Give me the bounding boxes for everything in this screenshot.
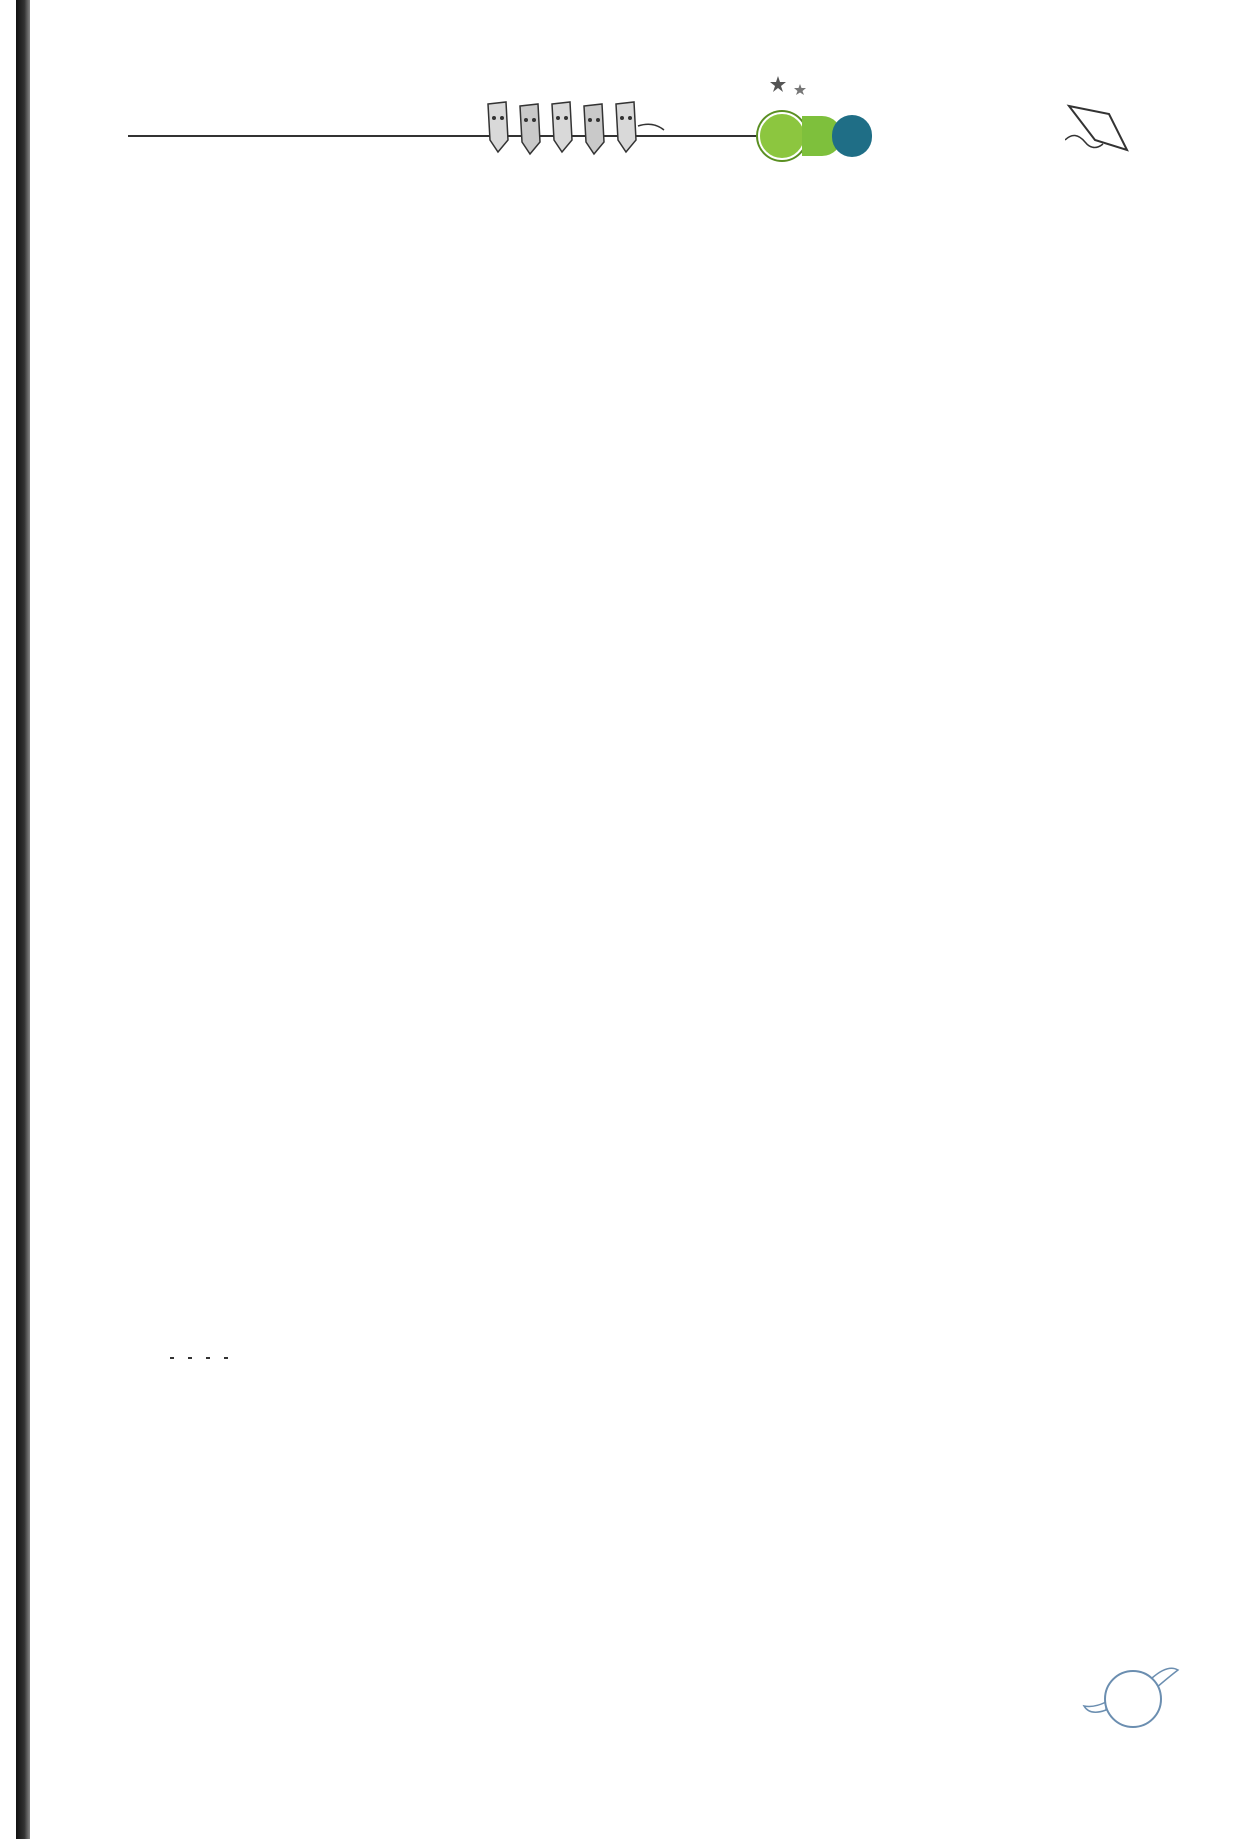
answer-line — [623, 1123, 1103, 1162]
section-heading — [128, 658, 598, 697]
underlined-pinyin — [206, 1333, 210, 1359]
answer-line — [623, 811, 1103, 850]
section-heading — [623, 526, 1103, 565]
answer-line — [128, 1326, 598, 1365]
answer-line — [128, 463, 598, 502]
section-heading — [623, 1552, 1103, 1591]
answer-line — [128, 931, 598, 970]
badge-level — [758, 112, 806, 160]
answer-line — [128, 853, 598, 892]
answer-line — [623, 850, 1103, 889]
answer-line — [623, 1045, 1103, 1084]
answer-line — [128, 1482, 598, 1521]
answer-line — [623, 604, 1103, 643]
answer-line — [128, 697, 598, 736]
answer-line — [128, 775, 598, 814]
section-heading — [128, 1248, 598, 1287]
answer-line — [128, 307, 598, 346]
lesson-title — [623, 1513, 1103, 1552]
header-rule — [128, 135, 770, 137]
stars-icon — [768, 74, 818, 104]
answer-line — [128, 190, 598, 229]
section-heading — [623, 346, 1103, 385]
answer-line — [128, 502, 598, 541]
underlined-pinyin — [188, 1333, 192, 1359]
answer-line — [623, 1474, 1103, 1513]
lesson-title — [128, 1204, 598, 1248]
answer-line — [623, 565, 1103, 604]
answer-line — [623, 1201, 1103, 1240]
answer-line — [128, 1404, 598, 1443]
section-heading — [623, 190, 1103, 229]
answer-line — [623, 772, 1103, 811]
answer-line — [623, 268, 1103, 307]
answer-line — [623, 694, 1103, 733]
answer-line — [623, 229, 1103, 268]
answer-line — [623, 385, 1103, 424]
page-number — [1104, 1670, 1162, 1728]
answer-line — [128, 892, 598, 931]
pencil-mascots-icon — [478, 96, 668, 156]
left-column — [128, 190, 598, 1599]
answer-line — [128, 385, 598, 424]
section-heading — [128, 1126, 598, 1165]
answer-line — [128, 1165, 598, 1204]
underlined-pinyin — [170, 1333, 174, 1359]
lesson-title — [128, 619, 598, 658]
answer-line — [128, 1048, 598, 1087]
page-binding-edge — [16, 0, 30, 1839]
section-heading — [128, 268, 598, 307]
answer-line — [128, 1365, 598, 1404]
answer-line — [128, 736, 598, 775]
answer-line — [128, 346, 598, 385]
answer-line — [623, 889, 1103, 928]
page-number-badge — [1082, 1660, 1182, 1730]
answer-line — [623, 1279, 1103, 1318]
answer-line — [623, 1162, 1103, 1201]
answer-line — [128, 541, 598, 580]
section-heading — [623, 1084, 1103, 1123]
badge-subject — [832, 115, 872, 157]
answer-line — [623, 1396, 1103, 1435]
answer-line — [128, 1009, 598, 1048]
ribbon-icon — [1065, 100, 1135, 160]
answer-line — [623, 1006, 1103, 1045]
check-marks-row — [623, 674, 1103, 694]
answer-line — [128, 1443, 598, 1482]
answer-line — [128, 1287, 598, 1326]
right-column — [623, 190, 1103, 1630]
unit-heading — [623, 424, 1103, 474]
answer-line — [623, 1240, 1103, 1279]
series-badge — [758, 114, 872, 158]
answer-line — [623, 1318, 1103, 1357]
answer-line — [128, 1521, 598, 1560]
answer-line — [128, 1087, 598, 1126]
answer-line — [128, 424, 598, 463]
answer-line — [623, 928, 1103, 967]
answer-line — [623, 967, 1103, 1006]
answer-line — [623, 307, 1103, 346]
lesson-title — [623, 474, 1103, 526]
answer-line — [623, 1357, 1103, 1396]
answer-line — [128, 1560, 598, 1599]
answer-line — [623, 1591, 1103, 1630]
underlined-pinyin — [224, 1333, 228, 1359]
section-heading — [128, 970, 598, 1009]
answer-line — [128, 229, 598, 268]
answer-line — [128, 814, 598, 853]
pinyin-check-line — [623, 643, 1103, 674]
answer-line — [623, 1435, 1103, 1474]
answer-line — [623, 733, 1103, 772]
answer-line — [128, 580, 598, 619]
